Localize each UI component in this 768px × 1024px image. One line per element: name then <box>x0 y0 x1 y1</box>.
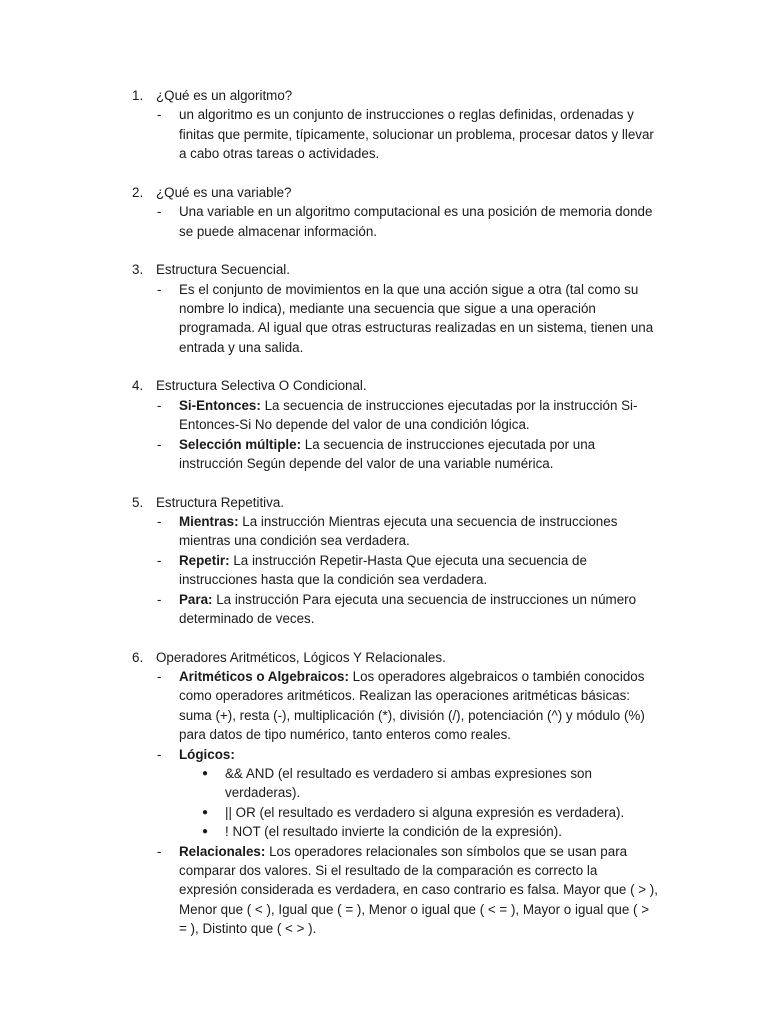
item-text: Los operadores algebraicos o también conocidos como operadores aritméticos. Realizan las operaciones aritméticas básicas: suma (+), resta (-), multiplicación (*), división (/), potenciación (^) y módulo (%) para datos de tipo numérico, tanto enteros como reales. <box>179 669 645 743</box>
item-text: La instrucción Mientras ejecuta una secuencia de instrucciones mientras una condición sea verdadera. <box>179 513 618 549</box>
list-item <box>0 512 768 551</box>
bullet-item-not <box>0 822 768 841</box>
section-title: ¿Qué es un algoritmo? <box>156 88 293 103</box>
bullet-text: ! NOT (el resultado invierte la condición de la expresión). <box>225 824 562 840</box>
dash-marker: - <box>157 746 162 762</box>
item-term: Para: <box>179 591 213 607</box>
section-number: 5. <box>132 494 144 510</box>
bullet-text: && AND (el resultado es verdadero si ambas expresiones son verdaderas). <box>225 766 592 801</box>
bullet-item-and <box>0 764 768 803</box>
item-text: La secuencia de instrucciones ejecutada por una instrucción Según depende del valor de una variable numérica. <box>179 436 596 471</box>
section-1 <box>0 86 768 164</box>
item-term: Lógicos: <box>179 746 235 762</box>
list-item <box>0 396 768 435</box>
dash-marker: - <box>157 436 162 452</box>
list-item <box>0 202 768 241</box>
dash-marker: - <box>157 107 162 123</box>
item-text: un algoritmo es un conjunto de instrucciones o reglas definidas, ordenadas y finitas que permite, típicamente, solucionar un problema, procesar datos y llevar a cabo otras tareas o actividades. <box>179 107 654 162</box>
bullet-icon: ● <box>202 806 209 818</box>
dash-marker: - <box>157 281 162 297</box>
dash-marker: - <box>157 513 162 529</box>
list-item <box>0 590 768 629</box>
item-term: Aritméticos o Algebraicos: <box>179 669 349 684</box>
section-number: 3. <box>132 262 144 278</box>
section-3 <box>0 260 768 357</box>
item-term: Mientras: <box>179 513 239 529</box>
list-item <box>0 105 768 163</box>
dash-marker: - <box>157 552 162 568</box>
section-2 <box>0 183 768 241</box>
item-text: La instrucción Para ejecuta una secuencia de instrucciones un número determinado de veces. <box>179 591 637 627</box>
dash-marker: - <box>157 204 162 220</box>
item-text: La instrucción Repetir-Hasta Que ejecuta una secuencia de instrucciones hasta que la condición sea verdadera. <box>179 552 587 588</box>
list-item <box>0 280 768 358</box>
section-6 <box>0 648 768 939</box>
item-text: Los operadores relacionales son símbolos que se usan para comparar dos valores. Si el resultado de la comparación es correcto la expresión considerada es verdadera, en caso contrario es falsa. Mayor que ( > ), Menor que ( < ), Igual que ( = ), Menor o igual que ( < = ), Mayor o igual que ( > = ), Distinto que ( < > ). <box>179 843 658 937</box>
bullet-icon: ● <box>202 826 209 838</box>
section-title: Estructura Secuencial. <box>156 262 290 278</box>
dash-marker: - <box>157 843 162 859</box>
section-number: 1. <box>132 88 144 103</box>
list-item-logicos <box>0 745 768 764</box>
dash-marker: - <box>157 591 162 607</box>
section-title: Operadores Aritméticos, Lógicos Y Relacionales. <box>156 649 446 665</box>
dash-marker: - <box>157 397 162 413</box>
bullet-item-or <box>0 803 768 822</box>
section-4 <box>0 376 768 473</box>
item-term: Repetir: <box>179 552 230 568</box>
item-term: Selección múltiple: <box>179 436 302 452</box>
list-item <box>0 551 768 590</box>
section-number: 4. <box>132 378 144 394</box>
section-title: Estructura Repetitiva. <box>156 494 285 510</box>
list-item <box>0 435 768 474</box>
section-number: 2. <box>132 184 144 200</box>
item-term: Relacionales: <box>179 843 266 859</box>
list-item-aritmeticos <box>0 667 768 745</box>
list-item-relacionales <box>0 842 768 939</box>
bullet-icon: ● <box>202 768 209 780</box>
document-page <box>0 86 768 958</box>
section-5 <box>0 493 768 629</box>
section-title: Estructura Selectiva O Condicional. <box>156 378 367 394</box>
item-text: La secuencia de instrucciones ejecutadas por la instrucción Si-Entonces-Si No depende del valor de una condición lógica. <box>179 397 638 433</box>
section-number: 6. <box>132 649 144 665</box>
item-text: Una variable en un algoritmo computacional es una posición de memoria donde se puede almacenar información. <box>179 204 653 239</box>
section-title: ¿Qué es una variable? <box>156 184 292 200</box>
bullet-text: || OR (el resultado es verdadero si alguna expresión es verdadera). <box>225 804 625 820</box>
item-term: Si-Entonces: <box>179 397 261 413</box>
item-text: Es el conjunto de movimientos en la que una acción sigue a otra (tal como su nombre lo indica), mediante una secuencia que sigue a una operación programada. Al igual que otras estructuras realizadas en un sistema, tienen una entrada y una salida. <box>179 281 654 355</box>
dash-marker: - <box>157 669 162 684</box>
